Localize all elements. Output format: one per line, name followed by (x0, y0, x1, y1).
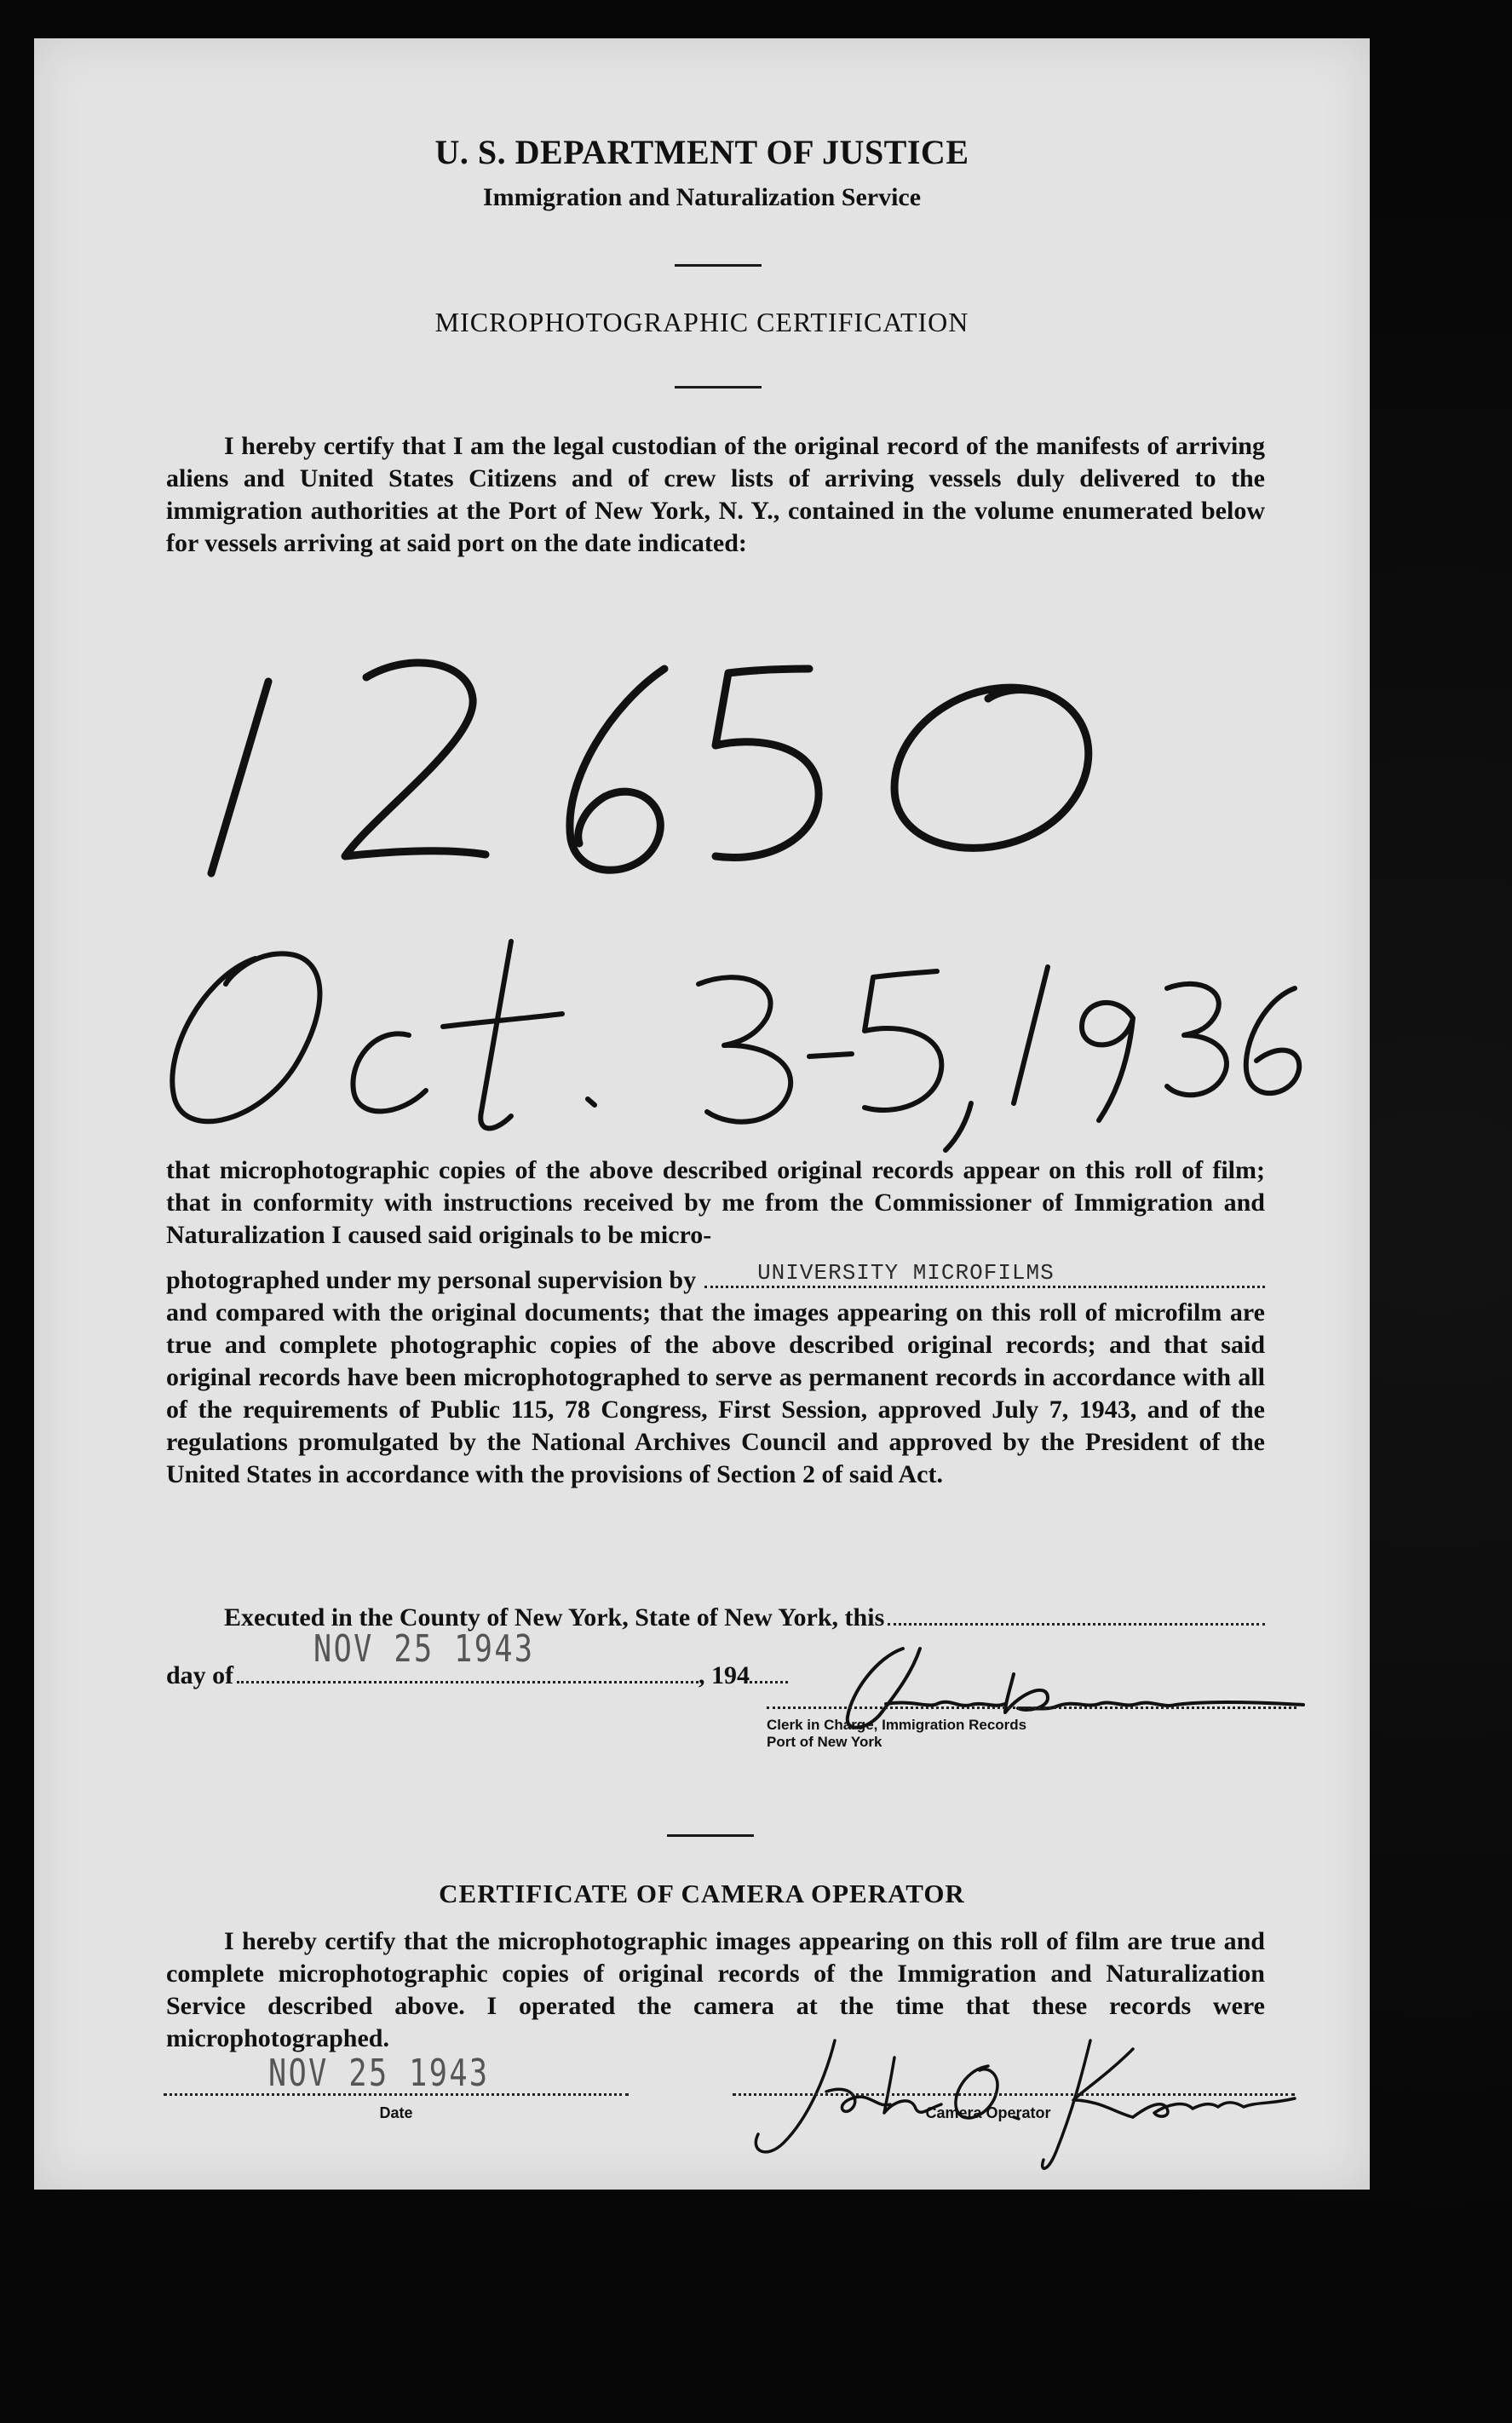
handwritten-date (153, 907, 1320, 1163)
certification-title: MICROPHOTOGRAPHIC CERTIFICATION (434, 307, 969, 337)
day-of-label: day of (166, 1661, 234, 1689)
date-caption: Date (379, 2104, 413, 2121)
year-field (750, 1655, 788, 1683)
year-label: , 194 (699, 1661, 750, 1689)
clerk-caption (767, 1717, 1210, 1751)
camera-operator-signature (733, 2023, 1329, 2177)
clerk-title: Clerk in Charge, Immigration Records (767, 1717, 1027, 1733)
divider-rule (675, 386, 762, 388)
clerk-signature-line (767, 1706, 1296, 1709)
department-heading: U. S. DEPARTMENT OF JUSTICE (434, 133, 969, 171)
intro-text: I hereby certify that I am the legal custodian of the original record of the manifests of arriving aliens and United States Citizens and of crew lists of arriving vessels duly delivered to the immigration authorities at the Port of New York, N. Y., contained in the volume enumerated below for vessels arriving at said port on the date indicated: (166, 432, 1265, 557)
camera-operator-text: I hereby certify that the microphotographic images appearing on this roll of film are true and complete microphotographic copies of original records of the Immigration and Naturalization Service described above. I operated the camera at the time that these records were microphotographed. (166, 1927, 1265, 2052)
executed-text: Executed in the County of New York, State of New York, this (224, 1603, 885, 1632)
supervision-line (166, 1257, 1265, 1297)
camera-operator-caption: Camera Operator (925, 2104, 1051, 2121)
typed-organization: UNIVERSITY MICROFILMS (757, 1260, 1055, 1286)
supervised-by-field (704, 1257, 1265, 1288)
camera-date-stamp: NOV 25 1943 (268, 2052, 490, 2095)
handwritten-volume-number (162, 618, 1269, 899)
divider-rule (667, 1834, 754, 1837)
body-text-part2: and compared with the original documents; that the images appearing on this roll of microfilm are true and complete photographic copies of the above described original records; and that said original records have been microphotographed to serve as permanent records in accordance with all of the requirements of Public 115, 78 Congress, First Session, approved July 7, 1943, and of the regulations promulgated by the National Archives Council and approved by the President of the United States in accordance with the provisions of Section 2 of said Act. (166, 1298, 1265, 1488)
intro-paragraph (166, 430, 1265, 560)
supervised-by-label: photographed under my personal supervision by (166, 1266, 697, 1294)
divider-rule (675, 264, 762, 267)
clerk-port: Port of New York (767, 1734, 882, 1750)
date-line (164, 2093, 629, 2096)
body-paragraph (166, 1154, 1265, 1491)
service-subheading: Immigration and Naturalization Service (482, 183, 922, 211)
executed-day-field (888, 1597, 1265, 1626)
certificate-page (34, 38, 1370, 2190)
camera-operator-signature-line (733, 2093, 1295, 2096)
body-text-part1: that microphotographic copies of the above described original records appear on this roll of film; that in conformity with instructions received by me from the Commissioner of Immigration and Naturalization I caused said originals to be micro- (166, 1156, 1265, 1249)
camera-operator-title: CERTIFICATE OF CAMERA OPERATOR (439, 1879, 965, 1908)
date-stamp: NOV 25 1943 (313, 1627, 535, 1671)
